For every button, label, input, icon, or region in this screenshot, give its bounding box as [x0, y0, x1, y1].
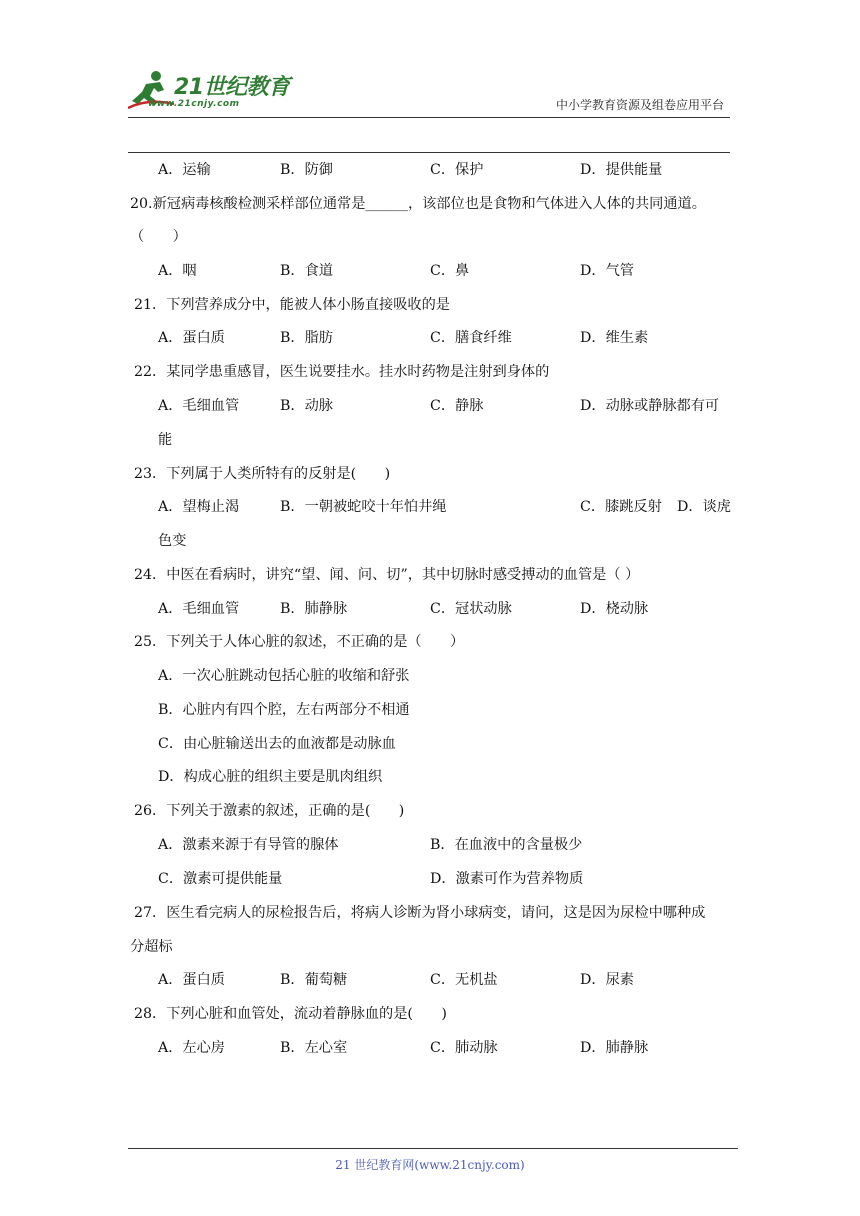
page-header — [128, 64, 730, 116]
logo-text: 21世纪教育 — [174, 75, 290, 100]
q22-option-d: D．动脉或静脉都有可 — [580, 398, 720, 414]
q28-stem: 28．下列心脏和血管处，流动着静脉血的是( ) — [134, 1006, 447, 1022]
q23-option-cont: 色变 — [158, 533, 187, 549]
q23-option-a: A．望梅止渴 — [158, 499, 240, 515]
q28-option-b: B．左心室 — [280, 1040, 348, 1056]
q24-option-c: C．冠状动脉 — [430, 601, 512, 617]
q21-stem: 21．下列营养成分中，能被人体小肠直接吸收的是 — [134, 297, 450, 313]
section-rule — [128, 152, 730, 153]
q27-option-a: A．蛋白质 — [158, 972, 225, 988]
q26-option-c: C．激素可提供能量 — [158, 871, 283, 887]
q21-option-a: A．蛋白质 — [158, 330, 225, 346]
q19-option-d: D．提供能量 — [580, 162, 663, 178]
q26-stem: 26．下列关于激素的叙述，正确的是( ) — [134, 803, 405, 819]
q25-option-c: C．由心脏输送出去的血液都是动脉血 — [158, 736, 396, 752]
q24-stem: 24．中医在看病时，讲究“望、闻、问、切”，其中切脉时感受搏动的血管是（ ） — [134, 567, 640, 583]
q22-option-cont: 能 — [158, 432, 173, 448]
q21-option-d: D．维生素 — [580, 330, 649, 346]
q27-stem: 27．医生看完病人的尿检报告后，将病人诊断为肾小球病变，请问，这是因为尿检中哪种成 — [134, 905, 706, 921]
q24-option-d: D．桡动脉 — [580, 601, 649, 617]
q22-option-b: B．动脉 — [280, 398, 333, 414]
q26-option-b: B．在血液中的含量极少 — [430, 837, 583, 853]
q28-option-c: C．肺动脉 — [430, 1040, 498, 1056]
q19-option-c: C．保护 — [430, 162, 484, 178]
q25-option-b: B．心脏内有四个腔，左右两部分不相通 — [158, 702, 410, 718]
logo-url: www.21cnjy.com — [148, 99, 240, 109]
q19-option-a: A．运输 — [158, 162, 211, 178]
q20-stem: 20.新冠病毒核酸检测采样部位通常是______，该部位也是食物和气体进入人体的共同通道。 — [130, 196, 706, 212]
q27-option-b: B．葡萄糖 — [280, 972, 348, 988]
q19-option-b: B．防御 — [280, 162, 333, 178]
q22-option-a: A．毛细血管 — [158, 398, 240, 414]
q20-stem-cont: （ ） — [130, 229, 187, 245]
q27-option-d: D．尿素 — [580, 972, 634, 988]
q20-option-b: B．食道 — [280, 263, 333, 279]
q27-stem-cont: 分超标 — [130, 939, 173, 955]
q24-option-b: B．肺静脉 — [280, 601, 348, 617]
q25-stem: 25．下列关于人体心脏的叙述，不正确的是（ ） — [134, 634, 465, 650]
q28-option-a: A．左心房 — [158, 1040, 225, 1056]
q28-option-d: D．肺静脉 — [580, 1040, 649, 1056]
q21-option-b: B．脂肪 — [280, 330, 333, 346]
q23-stem: 23．下列属于人类所特有的反射是( ) — [134, 466, 391, 482]
footer-link[interactable]: 21 世纪教育网(www.21cnjy.com) — [335, 1158, 525, 1172]
q27-option-c: C．无机盐 — [430, 972, 498, 988]
q20-option-c: C．鼻 — [430, 263, 470, 279]
q24-option-a: A．毛细血管 — [158, 601, 240, 617]
q26-option-a: A．激素来源于有导管的腺体 — [158, 837, 339, 853]
footer-rule — [128, 1148, 738, 1149]
q26-option-d: D．激素可作为营养物质 — [430, 871, 584, 887]
header-rule — [128, 117, 730, 118]
q25-option-a: A．一次心脏跳动包括心脏的收缩和舒张 — [158, 668, 410, 684]
q23-option-b: B．一朝被蛇咬十年怕井绳 — [280, 499, 447, 515]
q23-option-c: C．膝跳反射 — [580, 499, 662, 515]
q20-option-a: A．咽 — [158, 263, 197, 279]
q22-stem: 22．某同学患重感冒，医生说要挂水。挂水时药物是注射到身体的 — [134, 364, 550, 380]
q22-option-c: C．静脉 — [430, 398, 484, 414]
logo — [128, 68, 298, 112]
q25-option-d: D．构成心脏的组织主要是肌肉组织 — [158, 769, 383, 785]
q23-option-d: D．谈虎 — [677, 499, 731, 515]
q21-option-c: C．膳食纤维 — [430, 330, 512, 346]
q20-option-d: D．气管 — [580, 263, 634, 279]
platform-title: 中小学教育资源及组卷应用平台 — [555, 98, 724, 112]
